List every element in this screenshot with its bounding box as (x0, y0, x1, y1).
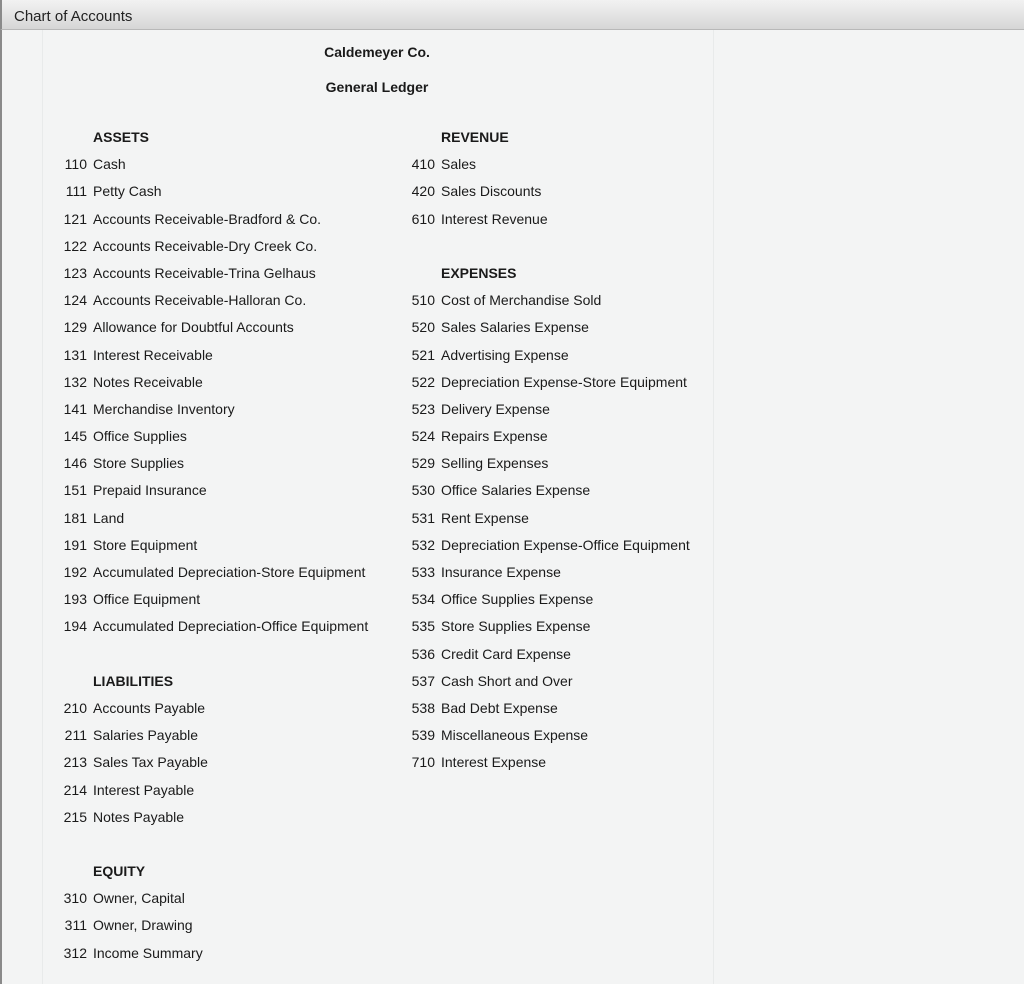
section-gap (405, 233, 690, 260)
account-row (405, 695, 690, 722)
account-name: Salaries Payable (93, 727, 199, 744)
account-number: 710 (411, 754, 435, 771)
account-row (405, 668, 690, 695)
account-number: 123 (63, 264, 87, 281)
account-row (57, 233, 368, 260)
account-name: Prepaid Insurance (93, 482, 207, 499)
account-number: 110 (64, 156, 87, 173)
account-row (405, 342, 690, 369)
account-number: 211 (64, 727, 87, 744)
account-number: 510 (411, 292, 435, 309)
account-name: Owner, Drawing (93, 917, 193, 934)
section-heading: REVENUE (441, 129, 509, 145)
left-column (57, 124, 368, 967)
ledger-title: General Ledger (325, 79, 429, 95)
account-name: Income Summary (93, 944, 203, 961)
account-name: Cash (93, 156, 126, 173)
account-number: 420 (411, 183, 435, 200)
account-row (57, 450, 368, 477)
account-row (57, 777, 368, 804)
account-name: Rent Expense (441, 509, 529, 526)
account-row (57, 206, 368, 233)
account-number: 132 (63, 373, 87, 390)
account-name: Accounts Receivable-Halloran Co. (93, 292, 307, 309)
account-name: Office Equipment (93, 591, 201, 608)
account-name: Accounts Receivable-Trina Gelhaus (93, 264, 316, 281)
account-row (405, 586, 690, 613)
account-name: Accounts Receivable-Dry Creek Co. (93, 237, 318, 254)
account-row (405, 477, 690, 504)
account-row (57, 586, 368, 613)
account-number: 145 (63, 428, 87, 445)
account-row (57, 369, 368, 396)
account-number: 121 (63, 210, 87, 227)
account-row (405, 287, 690, 314)
account-number: 131 (63, 346, 87, 363)
account-row (405, 559, 690, 586)
account-name: Office Supplies Expense (441, 591, 594, 608)
section-heading: ASSETS (93, 129, 150, 145)
account-number: 181 (63, 509, 87, 526)
account-row (57, 885, 368, 912)
account-number: 215 (63, 808, 87, 825)
section-heading: EXPENSES (441, 264, 517, 281)
account-number: 533 (411, 564, 435, 580)
account-row (57, 532, 368, 559)
account-name: Depreciation Expense-Store Equipment (441, 373, 687, 390)
account-name: Notes Receivable (93, 373, 203, 390)
account-number: 534 (411, 591, 435, 608)
account-name: Miscellaneous Expense (441, 727, 589, 744)
account-name: Store Equipment (93, 536, 198, 553)
account-name: Sales (441, 156, 477, 173)
account-name: Store Supplies (93, 455, 185, 472)
account-name: Petty Cash (93, 183, 162, 200)
section-heading: EQUITY (93, 863, 146, 880)
account-name: Accounts Payable (93, 699, 206, 716)
company-name: Caldemeyer Co. (324, 44, 430, 60)
account-row (405, 505, 690, 532)
account-name: Interest Revenue (441, 210, 548, 227)
account-row (405, 178, 690, 205)
account-name: Sales Tax Payable (93, 754, 208, 771)
account-number: 410 (411, 156, 435, 173)
account-number: 194 (63, 618, 87, 635)
account-name: Allowance for Doubtful Accounts (93, 319, 294, 336)
left-border (0, 30, 2, 984)
account-row (57, 314, 368, 341)
account-name: Accumulated Depreciation-Office Equipment (93, 618, 369, 635)
account-name: Interest Receivable (93, 346, 213, 363)
account-name: Office Salaries Expense (441, 482, 591, 499)
section-gap (57, 831, 368, 858)
account-name: Cash Short and Over (441, 672, 573, 689)
account-number: 520 (411, 319, 435, 336)
account-name: Owner, Capital (93, 890, 185, 907)
account-row (405, 613, 690, 640)
account-row (405, 396, 690, 423)
section-gap (57, 641, 368, 668)
account-name: Credit Card Expense (441, 645, 571, 662)
account-row (57, 151, 368, 178)
account-number: 141 (63, 400, 87, 417)
account-number: 532 (411, 536, 435, 553)
account-row (57, 749, 368, 776)
account-number: 124 (63, 292, 87, 309)
account-row (405, 641, 690, 668)
account-row (57, 505, 368, 532)
account-row (57, 423, 368, 450)
account-name: Land (93, 509, 125, 526)
account-number: 610 (411, 210, 435, 227)
account-row (405, 749, 690, 776)
account-row (405, 722, 690, 749)
account-number: 214 (63, 781, 87, 798)
account-name: Notes Payable (93, 808, 185, 825)
account-row (57, 287, 368, 314)
window-title-bar (0, 0, 1024, 30)
account-number: 191 (63, 536, 87, 553)
account-number: 537 (411, 672, 435, 689)
account-row (405, 423, 690, 450)
account-row (57, 559, 368, 586)
account-number: 146 (63, 455, 87, 472)
account-row (57, 722, 368, 749)
account-row (57, 396, 368, 423)
account-number: 192 (63, 564, 87, 580)
account-name: Store Supplies Expense (441, 618, 591, 635)
account-row (405, 314, 690, 341)
account-name: Interest Payable (93, 781, 195, 798)
account-number: 129 (63, 319, 87, 336)
account-number: 312 (63, 944, 87, 961)
account-row (57, 477, 368, 504)
account-name: Delivery Expense (441, 400, 550, 417)
account-number: 530 (411, 482, 435, 499)
account-row (405, 151, 690, 178)
right-column (405, 124, 690, 777)
account-name: Office Supplies (93, 428, 187, 445)
account-name: Merchandise Inventory (93, 400, 235, 417)
account-row (57, 342, 368, 369)
account-number: 310 (63, 890, 87, 907)
account-name: Advertising Expense (441, 346, 569, 363)
account-row (405, 206, 690, 233)
section-heading: LIABILITIES (93, 672, 174, 689)
account-number: 524 (411, 428, 435, 445)
account-number: 122 (63, 237, 87, 254)
account-row (57, 804, 368, 831)
account-row (405, 450, 690, 477)
account-number: 521 (411, 346, 435, 363)
account-name: Selling Expenses (441, 455, 549, 472)
account-name: Interest Expense (441, 754, 547, 771)
account-number: 210 (63, 699, 87, 716)
account-name: Accounts Receivable-Bradford & Co. (93, 210, 321, 227)
account-number: 539 (411, 727, 435, 744)
account-name: Insurance Expense (441, 564, 561, 580)
account-number: 193 (63, 591, 87, 608)
account-number: 529 (411, 455, 435, 472)
account-number: 213 (63, 754, 87, 771)
window-title: Chart of Accounts (14, 8, 133, 25)
account-number: 535 (411, 618, 435, 635)
account-row (57, 260, 368, 287)
account-name: Accumulated Depreciation-Store Equipment (93, 564, 366, 580)
account-row (57, 178, 368, 205)
account-name: Repairs Expense (441, 428, 548, 445)
account-name: Cost of Merchandise Sold (441, 292, 602, 309)
account-row (57, 695, 368, 722)
account-name: Sales Salaries Expense (441, 319, 589, 336)
account-row (57, 912, 368, 939)
account-name: Depreciation Expense-Office Equipment (441, 536, 690, 553)
account-number: 523 (411, 400, 435, 417)
account-number: 111 (65, 183, 87, 200)
account-number: 531 (411, 509, 435, 526)
account-row (405, 369, 690, 396)
account-number: 536 (411, 645, 435, 662)
account-number: 311 (64, 917, 87, 934)
account-row (57, 613, 368, 640)
account-number: 522 (411, 373, 435, 390)
account-number: 538 (411, 699, 435, 716)
account-number: 151 (63, 482, 87, 499)
account-row (57, 940, 368, 967)
account-name: Bad Debt Expense (441, 699, 558, 716)
account-row (405, 532, 690, 559)
account-name: Sales Discounts (441, 183, 542, 200)
